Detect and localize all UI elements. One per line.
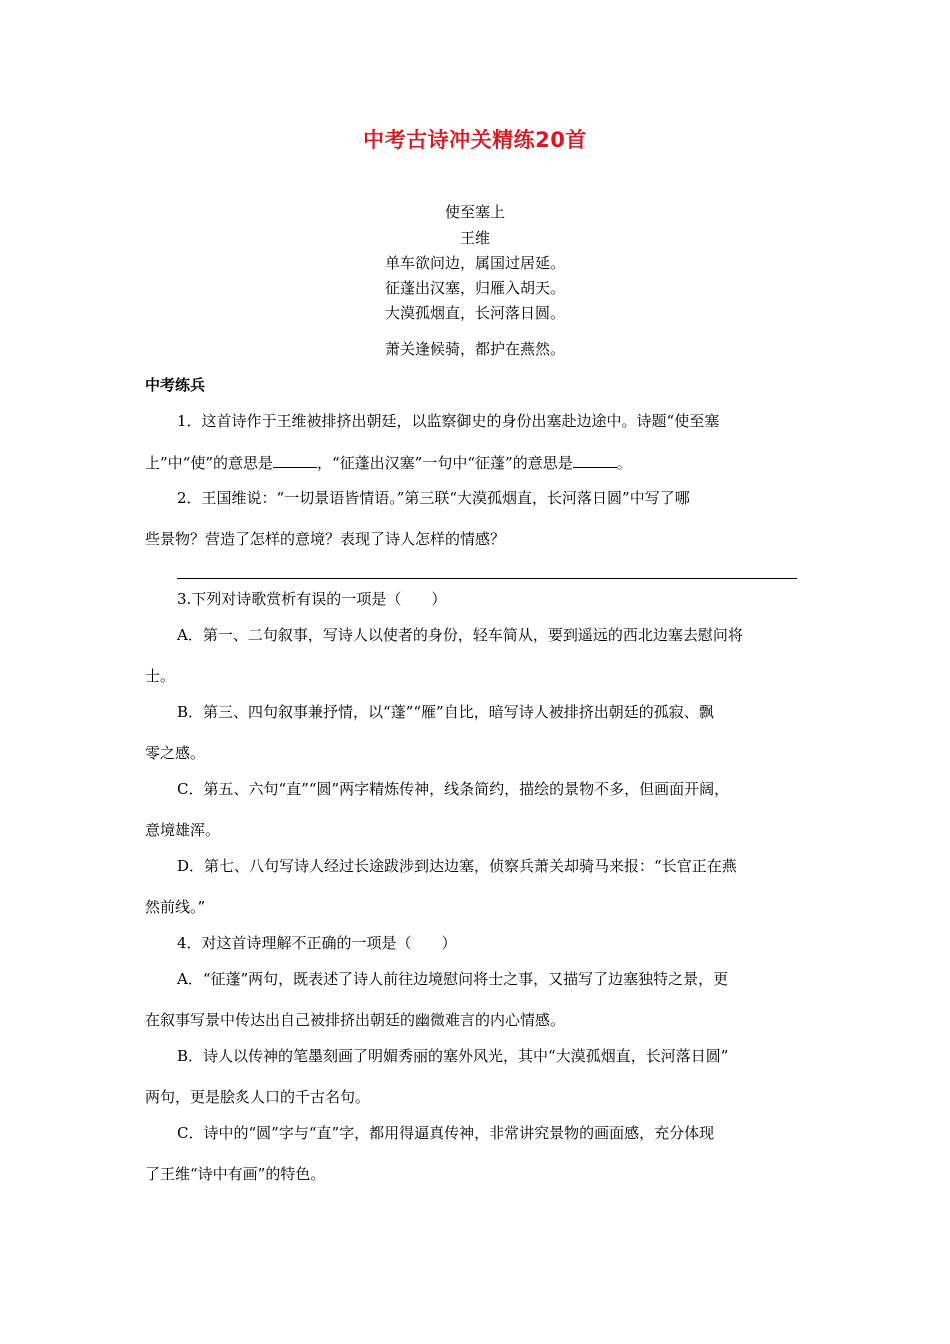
option-a: 在叙事写景中传达出自己被排挤出朝廷的幽微难言的内心情感。 [145, 1011, 566, 1029]
question-2-line: 些景物？营造了怎样的意境？表现了诗人怎样的情感？ [145, 530, 506, 548]
section-heading: 中考练兵 [145, 376, 206, 394]
option-c: C．第五、六句“直”“圆”两字精炼传神，线条简约，描绘的景物不多，但画面开阔， [177, 780, 730, 798]
option-b: 两句，更是脍炙人口的千古名句。 [145, 1088, 371, 1106]
poem-title: 使至塞上 [444, 203, 505, 221]
option-c: 意境雄浑。 [145, 821, 221, 839]
question-4-stem: 4．对这首诗理解不正确的一项是（ ） [177, 934, 457, 952]
answer-line[interactable] [177, 578, 797, 579]
option-a: 士。 [145, 667, 176, 685]
question-3-stem: 3.下列对诗歌赏析有误的一项是（ ） [177, 590, 447, 608]
option-d: 然前线。” [145, 898, 206, 916]
option-b: B．诗人以传神的笔墨刻画了明媚秀丽的塞外风光，其中“大漠孤烟直，长河落日圆” [177, 1047, 729, 1065]
poem-author: 王维 [459, 229, 490, 247]
question-2-line: 2．王国维说：“一切景语皆情语。”第三联“大漠孤烟直，长河落日圆”中写了哪 [177, 489, 690, 507]
option-b: 零之感。 [145, 744, 206, 762]
question-1-text: 。 [616, 454, 632, 472]
question-1-text: 上”中“使”的意思是 [145, 454, 274, 472]
page-title: 中考古诗冲关精练20首 [363, 128, 587, 152]
option-d: D．第七、八句写诗人经过长途跋涉到达边塞，侦察兵萧关却骑马来报：“长官正在燕 [177, 857, 737, 875]
option-c: 了王维“诗中有画”的特色。 [145, 1165, 326, 1183]
poem-line: 征蓬出汉塞，归雁入胡天。 [384, 279, 565, 297]
question-1-line: 1．这首诗作于王维被排挤出朝廷，以监察御史的身份出塞赴边途中。诗题“使至塞 [177, 412, 720, 430]
poem-line: 单车欲问边，属国过居延。 [384, 254, 565, 272]
question-1-text: ，“征蓬出汉塞”一句中“征蓬”的意思是 [317, 454, 573, 472]
answer-blank[interactable] [273, 453, 317, 468]
poem-line: 大漠孤烟直，长河落日圆。 [384, 304, 565, 322]
poem-line: 萧关逢候骑，都护在燕然。 [384, 340, 565, 358]
option-c: C．诗中的“圆”字与“直”字，都用得逼真传神，非常讲究景物的画面感，充分体现 [177, 1124, 715, 1142]
answer-blank[interactable] [573, 453, 617, 468]
option-b: B．第三、四句叙事兼抒情，以“蓬”“雁”自比，暗写诗人被排挤出朝廷的孤寂、飘 [177, 703, 714, 721]
option-a: A．第一、二句叙事，写诗人以使者的身份，轻车简从，要到遥远的西北边塞去慰问将 [177, 626, 743, 644]
option-a: A．“征蓬”两句，既表述了诗人前往边境慰问将士之事，又描写了边塞独特之景，更 [177, 970, 729, 988]
question-1-line [145, 453, 632, 472]
